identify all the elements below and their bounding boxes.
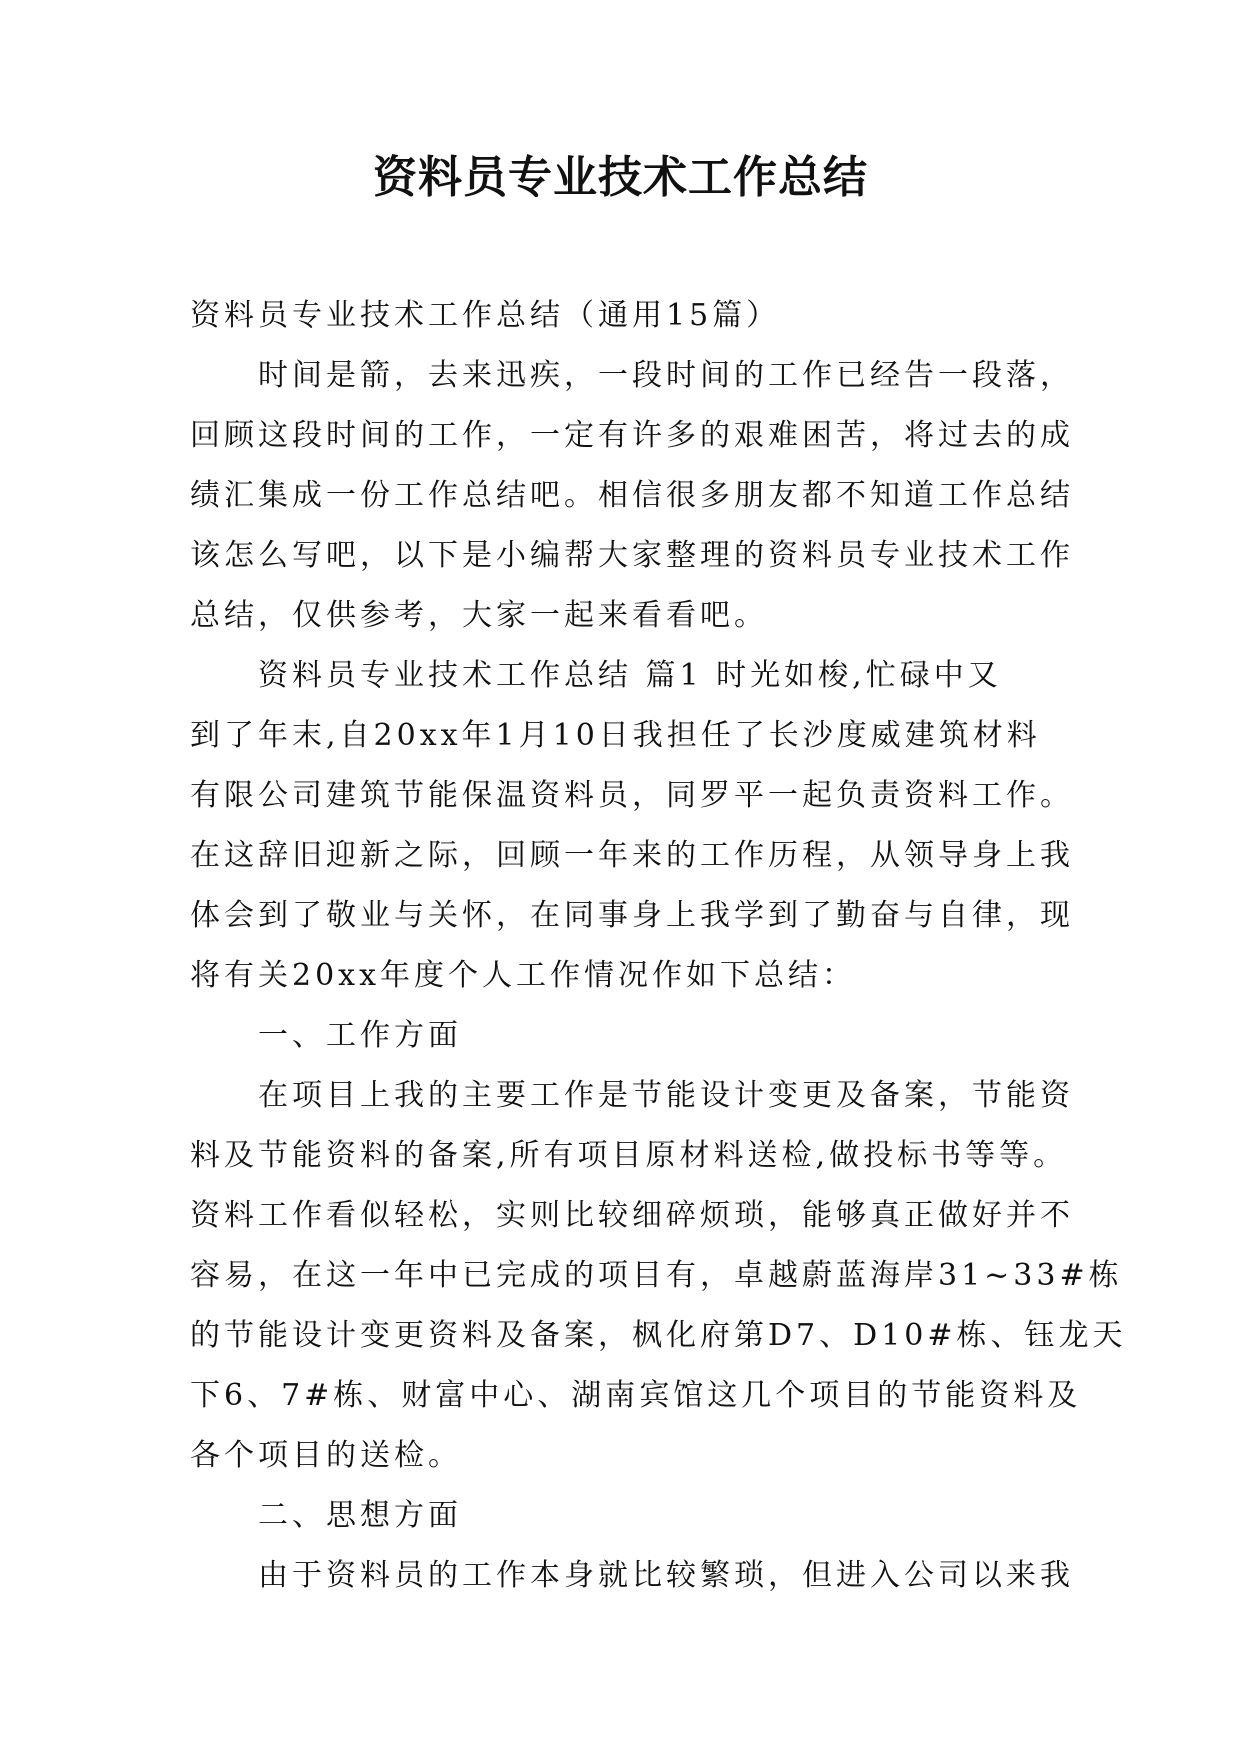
paragraph-line: 料及节能资料的备案,所有项目原材料送检,做投标书等等。 <box>190 1138 1068 1173</box>
paragraph-line: 体会到了敬业与关怀，在同事身上我学到了勤奋与自律，现 <box>190 898 1074 933</box>
paragraph-line: 该怎么写吧，以下是小编帮大家整理的资料员专业技术工作 <box>190 538 1074 573</box>
paragraph-line: 各个项目的送检。 <box>190 1438 462 1473</box>
paragraph-line: 在项目上我的主要工作是节能设计变更及备案，节能资 <box>258 1078 1074 1113</box>
paragraph-line: 的节能设计变更资料及备案，枫化府第D7、D10#栋、钰龙天 <box>190 1318 1127 1353</box>
paragraph-line: 到了年末,自20xx年1月10日我担任了长沙度威建筑材料 <box>190 718 1041 753</box>
paragraph-line: 资料工作看似轻松，实则比较细碎烦琐，能够真正做好并不 <box>190 1198 1074 1233</box>
document-title: 资料员专业技术工作总结 <box>373 152 868 203</box>
paragraph-line: 在这辞旧迎新之际，回顾一年来的工作历程，从领导身上我 <box>190 838 1074 873</box>
subheading-work: 一、工作方面 <box>258 1018 462 1053</box>
subheading-thought: 二、思想方面 <box>258 1498 462 1533</box>
paragraph-line: 回顾这段时间的工作，一定有许多的艰难困苦，将过去的成 <box>190 418 1074 453</box>
paragraph-line: 下6、7#栋、财富中心、湖南宾馆这几个项目的节能资料及 <box>190 1378 1082 1413</box>
subtitle-line: 资料员专业技术工作总结（通用15篇） <box>190 298 781 333</box>
paragraph-line: 有限公司建筑节能保温资料员，同罗平一起负责资料工作。 <box>190 778 1074 813</box>
document-body <box>190 286 1127 1606</box>
paragraph-line: 容易，在这一年中已完成的项目有，卓越蔚蓝海岸31~33#栋 <box>190 1258 1123 1293</box>
paragraph-line: 将有关20xx年度个人工作情况作如下总结： <box>190 958 857 993</box>
section-heading-line: 资料员专业技术工作总结 篇1 时光如梭,忙碌中又 <box>258 658 1002 693</box>
paragraph-line: 由于资料员的工作本身就比较繁琐，但进入公司以来我 <box>258 1558 1074 1593</box>
paragraph-line: 总结，仅供参考，大家一起来看看吧。 <box>190 598 768 633</box>
paragraph-line: 绩汇集成一份工作总结吧。相信很多朋友都不知道工作总结 <box>190 478 1074 513</box>
paragraph-line: 时间是箭，去来迅疾，一段时间的工作已经告一段落， <box>258 358 1074 393</box>
